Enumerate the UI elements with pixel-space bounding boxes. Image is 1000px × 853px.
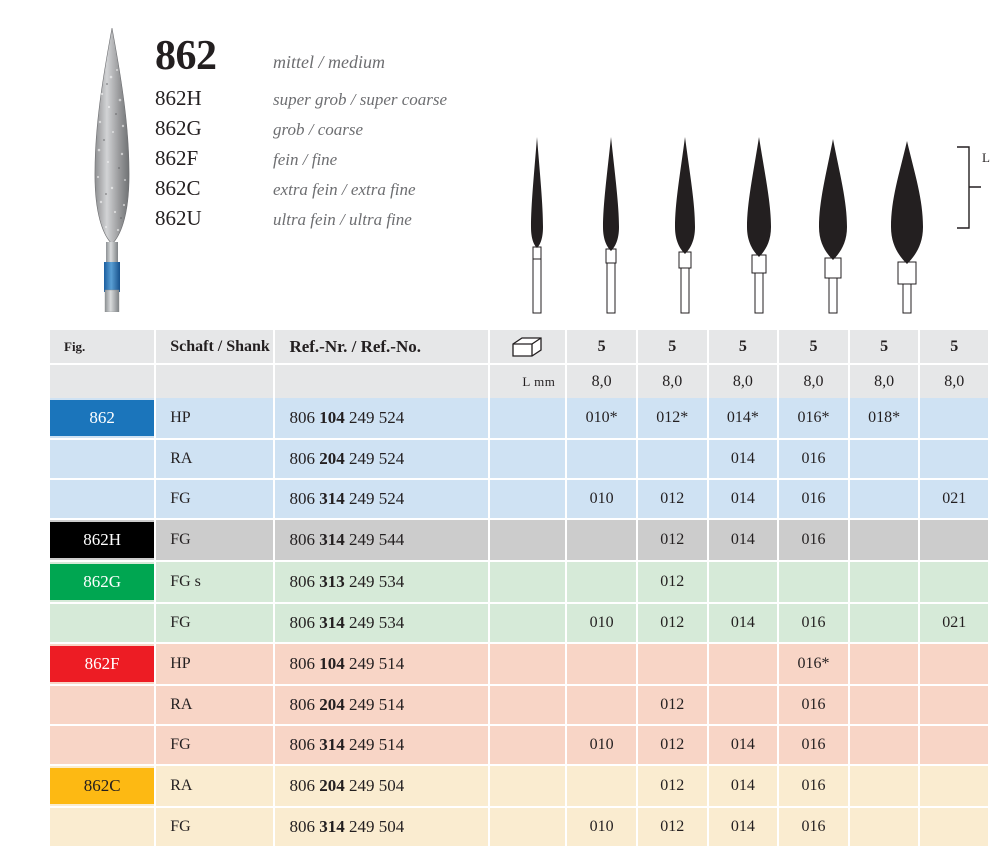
shank-cell: FG [155, 725, 274, 765]
size-cell [708, 643, 779, 685]
ref-shank-code: 204 [319, 449, 345, 468]
grit-desc: fein / fine [273, 150, 338, 169]
shank-cell: FG [155, 807, 274, 847]
ref-shank-code: 104 [319, 654, 345, 673]
size-cell [849, 561, 920, 603]
fig-badge-cell [50, 479, 155, 519]
size-cell: 016 [778, 765, 849, 807]
grit-desc: super grob / super coarse [273, 90, 448, 109]
header [0, 0, 1000, 330]
size-cell: 012* [637, 398, 708, 439]
size-cell [919, 519, 989, 561]
table-length-row [50, 364, 989, 398]
size-cell [566, 439, 637, 479]
size-cell [849, 685, 920, 725]
shank-cell: FG [155, 479, 274, 519]
fig-badge-cell [50, 603, 155, 643]
fig-badge-cell [50, 685, 155, 725]
size-cell: 021 [919, 603, 989, 643]
main-code-row [155, 30, 575, 82]
fig-badge-cell [50, 807, 155, 847]
size-cell [637, 643, 708, 685]
ref-suffix: 249 524 [348, 449, 405, 468]
pack-count: 5 [778, 330, 849, 364]
col-header-fig: Fig. [50, 330, 155, 364]
size-cell [708, 685, 779, 725]
ref-cell [274, 725, 488, 765]
shape-preview-021 [870, 135, 944, 315]
ref-prefix: 806 [289, 408, 315, 427]
size-cell: 014* [708, 398, 779, 439]
ref-cell [274, 685, 488, 725]
pack-count: 5 [637, 330, 708, 364]
product-table [50, 330, 990, 848]
fig-badge-cell [50, 439, 155, 479]
ref-prefix: 806 [289, 776, 315, 795]
size-cell [849, 643, 920, 685]
shank-cell: RA [155, 439, 274, 479]
size-cell [566, 519, 637, 561]
size-cell: 012 [637, 765, 708, 807]
ref-suffix: 249 504 [348, 817, 405, 836]
size-cell [849, 765, 920, 807]
size-cell [849, 807, 920, 847]
ref-shank-code: 314 [319, 735, 345, 754]
status-badge: 862G [50, 564, 154, 600]
fig-badge-cell [50, 398, 155, 439]
shape-preview-row [500, 135, 970, 315]
shank-cell: FG [155, 519, 274, 561]
ref-cell [274, 643, 488, 685]
spacer-cell [489, 479, 567, 519]
size-cell: 010 [566, 603, 637, 643]
size-cell [566, 643, 637, 685]
ref-cell [274, 519, 488, 561]
fig-badge-cell [50, 561, 155, 603]
shank-cell: HP [155, 398, 274, 439]
ref-shank-code: 313 [319, 572, 345, 591]
spacer-cell [489, 398, 567, 439]
ref-shank-code: 314 [319, 613, 345, 632]
size-cell: 018* [849, 398, 920, 439]
ref-cell [274, 561, 488, 603]
size-cell [849, 725, 920, 765]
grit-code: 862F [155, 146, 199, 170]
size-cell: 010 [566, 725, 637, 765]
pack-count: 5 [849, 330, 920, 364]
size-cell [919, 561, 989, 603]
size-cell: 016 [778, 519, 849, 561]
pack-count: 5 [566, 330, 637, 364]
size-cell [919, 765, 989, 807]
ref-suffix: 249 524 [348, 408, 405, 427]
grit-code: 862C [155, 176, 201, 200]
size-cell [566, 561, 637, 603]
ref-suffix: 249 534 [348, 572, 405, 591]
size-cell [919, 398, 989, 439]
status-badge: 862H [50, 522, 154, 558]
ref-prefix: 806 [289, 817, 315, 836]
pack-count: 5 [708, 330, 779, 364]
table-row[interactable] [50, 561, 989, 603]
ref-cell [274, 765, 488, 807]
ref-suffix: 249 524 [348, 489, 405, 508]
spacer-cell [489, 643, 567, 685]
spacer-cell [489, 439, 567, 479]
size-cell [566, 765, 637, 807]
ref-shank-code: 314 [319, 489, 345, 508]
spacer-cell [489, 519, 567, 561]
fig-badge-cell [50, 643, 155, 685]
size-cell: 014 [708, 439, 779, 479]
main-grit-label: mittel / medium [273, 52, 385, 72]
ref-shank-code: 314 [319, 530, 345, 549]
box-icon [489, 330, 567, 364]
size-cell [778, 561, 849, 603]
ref-suffix: 249 514 [348, 695, 405, 714]
ref-cell [274, 479, 488, 519]
length-value: 8,0 [637, 364, 708, 398]
spacer-cell [489, 603, 567, 643]
spacer-cell [50, 364, 155, 398]
status-badge: 862F [50, 646, 154, 682]
size-cell [919, 643, 989, 685]
length-value: 8,0 [919, 364, 989, 398]
size-cell: 012 [637, 603, 708, 643]
bracket-label: L [982, 150, 990, 165]
size-cell [919, 685, 989, 725]
shape-preview-014 [648, 135, 722, 315]
grit-desc: extra fein / extra fine [273, 180, 416, 199]
ref-shank-code: 104 [319, 408, 345, 427]
size-cell: 012 [637, 561, 708, 603]
ref-suffix: 249 544 [348, 530, 405, 549]
size-cell: 012 [637, 685, 708, 725]
table-row[interactable] [50, 439, 989, 479]
ref-cell [274, 807, 488, 847]
size-cell: 016 [778, 479, 849, 519]
fig-badge-cell [50, 725, 155, 765]
ref-shank-code: 204 [319, 776, 345, 795]
status-badge: 862C [50, 768, 154, 804]
size-cell: 010 [566, 479, 637, 519]
size-cell [849, 439, 920, 479]
shape-preview-016 [722, 135, 796, 315]
shank-cell: RA [155, 685, 274, 725]
size-cell: 016* [778, 643, 849, 685]
size-cell: 014 [708, 765, 779, 807]
table-row[interactable] [50, 479, 989, 519]
table-row[interactable] [50, 685, 989, 725]
size-cell [849, 479, 920, 519]
size-cell: 014 [708, 603, 779, 643]
size-cell: 016 [778, 725, 849, 765]
ref-cell [274, 398, 488, 439]
spacer-cell [274, 364, 488, 398]
bur-illustration [82, 22, 142, 312]
status-badge: 862 [50, 400, 154, 436]
spacer-cell [489, 685, 567, 725]
size-cell: 016 [778, 807, 849, 847]
grit-code: 862U [155, 206, 202, 230]
length-value: 8,0 [778, 364, 849, 398]
grit-row [155, 86, 575, 116]
spacer-cell [489, 765, 567, 807]
ref-shank-code: 314 [319, 817, 345, 836]
length-bracket [955, 145, 985, 230]
spacer-cell [489, 561, 567, 603]
size-cell: 016 [778, 439, 849, 479]
size-cell [708, 561, 779, 603]
ref-prefix: 806 [289, 449, 315, 468]
table-row[interactable] [50, 725, 989, 765]
fig-badge-cell [50, 765, 155, 807]
shape-preview-018 [796, 135, 870, 315]
length-value: 8,0 [849, 364, 920, 398]
size-cell: 012 [637, 479, 708, 519]
size-cell [919, 725, 989, 765]
page-title: 862 [155, 33, 217, 79]
size-cell [849, 603, 920, 643]
ref-prefix: 806 [289, 695, 315, 714]
spacer-cell [489, 807, 567, 847]
shank-cell: FG [155, 603, 274, 643]
table-row[interactable] [50, 643, 989, 685]
size-cell: 014 [708, 725, 779, 765]
ref-prefix: 806 [289, 489, 315, 508]
size-cell [919, 439, 989, 479]
size-cell: 021 [919, 479, 989, 519]
fig-badge-cell [50, 519, 155, 561]
length-value: 8,0 [708, 364, 779, 398]
grit-desc: grob / coarse [273, 120, 364, 139]
ref-prefix: 806 [289, 654, 315, 673]
ref-cell [274, 439, 488, 479]
ref-prefix: 806 [289, 735, 315, 754]
ref-prefix: 806 [289, 572, 315, 591]
size-cell [849, 519, 920, 561]
table-row[interactable] [50, 398, 989, 439]
ref-prefix: 806 [289, 613, 315, 632]
table-row[interactable] [50, 765, 989, 807]
size-cell: 014 [708, 519, 779, 561]
grit-code: 862H [155, 86, 202, 110]
size-cell: 016 [778, 685, 849, 725]
shape-preview-012 [574, 135, 648, 315]
size-cell [919, 807, 989, 847]
size-cell: 010 [566, 807, 637, 847]
size-cell [566, 685, 637, 725]
ref-suffix: 249 504 [348, 776, 405, 795]
grit-desc: ultra fein / ultra fine [273, 210, 412, 229]
col-header-ref: Ref.-Nr. / Ref.-No. [274, 330, 488, 364]
spacer-cell [155, 364, 274, 398]
shape-preview-010 [500, 135, 574, 315]
size-cell: 014 [708, 479, 779, 519]
table-header-row [50, 330, 989, 364]
size-cell: 016* [778, 398, 849, 439]
length-label: L mm [489, 364, 567, 398]
ref-shank-code: 204 [319, 695, 345, 714]
ref-suffix: 249 534 [348, 613, 405, 632]
table-row[interactable] [50, 519, 989, 561]
size-cell: 012 [637, 725, 708, 765]
grit-code: 862G [155, 116, 202, 140]
table-row[interactable] [50, 807, 989, 847]
ref-prefix: 806 [289, 530, 315, 549]
table-row[interactable] [50, 603, 989, 643]
ref-cell [274, 603, 488, 643]
size-cell: 012 [637, 807, 708, 847]
pack-count: 5 [919, 330, 989, 364]
size-cell: 014 [708, 807, 779, 847]
length-value: 8,0 [566, 364, 637, 398]
size-cell: 010* [566, 398, 637, 439]
ref-suffix: 249 514 [348, 654, 405, 673]
size-cell [637, 439, 708, 479]
size-cell: 016 [778, 603, 849, 643]
size-cell: 012 [637, 519, 708, 561]
spacer-cell [489, 725, 567, 765]
shank-cell: HP [155, 643, 274, 685]
col-header-shank: Schaft / Shank [155, 330, 274, 364]
shank-cell: RA [155, 765, 274, 807]
shank-cell: FG s [155, 561, 274, 603]
ref-suffix: 249 514 [348, 735, 405, 754]
